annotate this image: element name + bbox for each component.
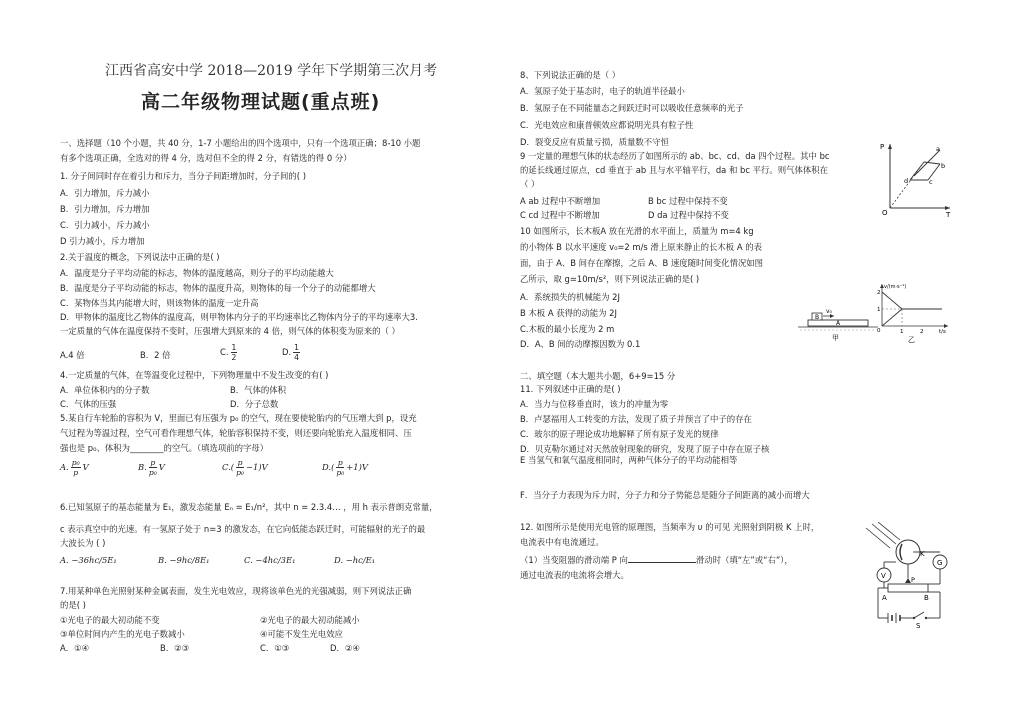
q10-origin: 0 xyxy=(877,328,881,334)
q3-option-b: B．2 倍 xyxy=(140,350,171,360)
q7-statement-2: ②光电子的最大初动能减小 xyxy=(260,615,360,625)
q10-option-c: C.木板的最小长度为 2 m xyxy=(520,324,615,334)
q12-galvanometer-g: G xyxy=(937,559,943,567)
q9-option-a: A ab 过程中不断增加 xyxy=(520,196,601,206)
q10-t-tick-2: 2 xyxy=(920,329,924,335)
q7-statement-4: ④可能不发生光电效应 xyxy=(260,629,343,639)
q12-stem: 12. 如图所示是使用光电管的原理图，当频率为 υ 的可见 光照射到阴极 K 上时， xyxy=(520,522,820,532)
q7-stem-cont: 的是( ) xyxy=(60,600,86,610)
q1-option-d: D 引力减小，斥力增加 xyxy=(60,236,145,246)
q2-option-b: B．温度是分子平均动能的标志，物体的温度升高，则物体的每一个分子的动能都增大 xyxy=(60,283,376,293)
q2-option-c: C．某物体当其内能增大时，则该物体的温度一定升高 xyxy=(60,298,259,308)
q6-option-a: A. −36hc/5E₁ xyxy=(60,555,117,565)
q10-stem: 10 如图所示，长木板A 放在光滑的水平面上，质量为 m=4 kg xyxy=(520,226,754,236)
q11-option-a: A．当力与位移垂直时，该力的冲量为零 xyxy=(520,399,669,409)
q10-block-b: B xyxy=(815,314,820,321)
q9-option-d: D da 过程中保持不变 xyxy=(648,210,729,220)
q10-caption-jia: 甲 xyxy=(832,334,839,342)
q9-point-a: a xyxy=(936,145,940,153)
q10-stem-cont3: 乙所示，取 g=10m/s²，则下列说法正确的是( ) xyxy=(520,274,700,284)
section2-heading: 二、填空题（本大题共小题，6+9=15 分 xyxy=(520,371,676,381)
q3-option-c: C. $\frac{1}{2}$ xyxy=(220,343,237,362)
q12-switch-s: S xyxy=(916,622,921,630)
q10-option-d: D．A、B 间的动摩擦因数为 0.1 xyxy=(520,339,641,349)
q9-option-b: B bc 过程中保持不变 xyxy=(648,196,728,206)
q11-option-c: C．玻尔的原子理论成功地解释了所有原子发光的规律 xyxy=(520,429,719,439)
q7-option-a: A．①④ xyxy=(60,643,90,653)
q9-axis-t: T xyxy=(946,211,951,219)
q9-point-c: c xyxy=(929,178,933,186)
q6-stem-cont2: 大波长为 ( ) xyxy=(60,538,106,548)
q4-option-a: A．单位体积内的分子数 xyxy=(60,385,150,395)
q1-option-a: A．引力增加，斥力减小 xyxy=(60,188,150,198)
q6-stem: 6.已知氢原子的基态能量为 E₁，激发态能量 Eₙ = E₁/n²，其中 n = 2.3.4… ，用 h 表示普朗克常量， xyxy=(60,502,438,512)
q10-stem-cont: 的小物体 B 以水平速度 v₀=2 m/s 滑上原来静止的长木板 A 的表 xyxy=(520,242,762,252)
q5-option-d: D.( $\frac{p}{\text{p₀}}$ +1)V xyxy=(322,458,368,477)
q4-option-c: C．气体的压强 xyxy=(60,399,117,409)
q7-stem: 7.用某种单色光照射某种金属表面，发生光电效应，现将该单色光的光强减弱，则下列说法正确 xyxy=(60,586,412,596)
q2-option-a: A．温度是分子平均动能的标志，物体的温度越高，则分子的平均动能越大 xyxy=(60,268,334,278)
q3-option-a: A.4 倍 xyxy=(60,350,85,360)
q2-option-d: D．甲物体的温度比乙物体的温度高，则甲物体内分子的平均速率比乙物体内分子的平均速率大3. xyxy=(60,312,418,322)
q5-stem-cont: 气过程为等温过程，空气可看作理想气体，轮胎容积保持不变，则还要向轮胎充入温度相同、压 xyxy=(60,428,412,438)
q1-option-c: C．引力减小，斥力减小 xyxy=(60,220,150,230)
q8-option-c: C．光电效应和康普顿效应都说明光具有粒子性 xyxy=(520,120,694,130)
q4-option-d: D．分子总数 xyxy=(230,399,279,409)
q10-option-a: A．系统损失的机械能为 2J xyxy=(520,292,620,302)
q11-option-e: E 当氢气和氧气温度相同时，两种气体分子的平均动能相等 xyxy=(520,455,738,465)
q10-t-tick-1: 1 xyxy=(900,329,904,335)
q5-option-b: B. $\frac{p}{\text{p₀}}$ V xyxy=(138,458,165,477)
q10-t-axis-label: t/s xyxy=(939,329,946,335)
q2-stem: 2.关于温度的概念，下列说法中正确的是( ) xyxy=(60,252,220,262)
q9-point-d: d xyxy=(904,177,909,185)
q7-option-b: B．②③ xyxy=(160,643,190,653)
q11-option-d: D．贝克勒尔通过对天然放射现象的研究，发现了原子中存在原子核 xyxy=(520,444,770,454)
page-title: 高二年级物理试题(重点班) xyxy=(141,91,381,113)
q11-option-b: B．卢瑟福用人工转变的方法，发现了质子并预言了中子的存在 xyxy=(520,414,752,424)
q3-option-d: D. $\frac{1}{4}$ xyxy=(282,343,299,362)
q10-figure xyxy=(796,280,956,344)
q12-voltmeter-v: V xyxy=(881,572,886,580)
q12-answer-blank[interactable] xyxy=(628,554,696,563)
q10-v-tick-1: 1 xyxy=(877,307,881,313)
q5-stem-cont2: 强也是 p₀、体积为________的空气。（填选项前的字母） xyxy=(60,443,269,453)
q8-option-d: D．裂变反应有质量亏损，质量数不守恒 xyxy=(520,137,669,147)
q8-stem: 8、下列说法正确的是（ ） xyxy=(520,70,621,80)
q6-option-d: D. −hc/E₁ xyxy=(334,555,376,565)
q9-option-c: C cd 过程中不断增加 xyxy=(520,210,600,220)
q7-option-d: D．②④ xyxy=(330,643,360,653)
q11-stem: 11. 下列叙述中正确的是( ) xyxy=(520,384,621,394)
q6-option-b: B. −9hc/8E₁ xyxy=(158,555,210,565)
q5-stem: 5.某自行车轮胎的容积为 V，里面已有压强为 p₀ 的空气，现在要使轮胎内的气压增大到 p，设充 xyxy=(60,413,417,423)
q12-label-a: A xyxy=(882,594,887,602)
q10-board-a: A xyxy=(836,320,841,327)
q7-statement-3: ③单位时间内产生的光电子数减小 xyxy=(60,629,185,639)
q5-option-c: C.( $\frac{p}{\text{p₀}}$ −1)V xyxy=(222,458,268,477)
section1-heading: 一、选择题（10 个小题，共 40 分，1-7 小题给出的四个选项中，只有一个选项正确；8-10 小题 xyxy=(60,138,421,148)
q1-stem: 1. 分子间同时存在着引力和斥力，当分子间距增加时，分子间的( ) xyxy=(60,171,306,181)
q9-point-b: b xyxy=(941,162,946,170)
q7-statement-1: ①光电子的最大初动能不变 xyxy=(60,615,160,625)
q7-option-c: C．①③ xyxy=(260,643,290,653)
q12-stem-cont: 电流表中有电流通过。 xyxy=(520,537,604,547)
q10-v-axis-label: v/(m·s⁻¹) xyxy=(884,284,907,290)
q9-stem-cont2: （ ） xyxy=(520,179,540,189)
q8-option-a: A．氢原子处于基态时，电子的轨道半径最小 xyxy=(520,86,685,96)
q12-part1: （1）当变阻器的滑动端 P 向 滑动时（填“左”或“右”）， xyxy=(520,555,793,565)
q12-label-b: B xyxy=(924,594,929,602)
q6-stem-cont: c 表示真空中的光速。有一氢原子处于 n=3 的激发态，在它向低能态跃迁时，可能辐射的光子的最 xyxy=(60,524,426,534)
q12-label-k: K xyxy=(920,550,925,558)
q1-option-b: B．引力增加，斥力增加 xyxy=(60,204,150,214)
q9-pt-diagram xyxy=(880,140,955,220)
q12-part1-cont: 通过电流表的电流将会增大。 xyxy=(520,570,629,580)
q9-stem: 9 一定量的理想气体的状态经历了如图所示的 ab、bc、cd、da 四个过程。其中 bc xyxy=(520,151,830,161)
school-line: 江西省高安中学 2018—2019 学年下学期第三次月考 xyxy=(105,63,438,79)
q12-label-p: P xyxy=(911,576,915,584)
q10-stem-cont2: 面，由于 A、B 间存在摩擦，之后 A、B 速度随时间变化情况如图 xyxy=(520,258,763,268)
q10-caption-yi: 乙 xyxy=(908,336,915,344)
q3-stem: 一定质量的气体在温度保持不变时，压强增大到原来的 4 倍，则气体的体积变为原来的（ ） xyxy=(60,326,400,336)
q10-v0: v₀ xyxy=(826,308,832,315)
q10-option-b: B 木板 A 获得的动能为 2J xyxy=(520,308,617,318)
q8-option-b: B．氢原子在不同能量态之间跃迁时可以吸收任意频率的光子 xyxy=(520,103,744,113)
q12-circuit-diagram xyxy=(858,522,958,630)
q4-stem: 4.一定质量的气体，在等温变化过程中，下列物理量中不发生改变的有( ) xyxy=(60,370,329,380)
q4-option-b: B．气体的体积 xyxy=(230,385,286,395)
q10-v-tick-2: 2 xyxy=(877,290,881,296)
q9-axis-p: P xyxy=(880,143,885,151)
q6-option-c: C. −4hc/3E₁ xyxy=(244,555,296,565)
section1-heading-cont: 有多个选项正确，全选对的得 4 分，选对但不全的得 2 分，有错选的得 0 分） xyxy=(60,153,352,163)
q9-stem-cont: 的延长线通过原点，cd 垂直于 ab 且与水平轴平行，da 和 bc 平行。则气体体积在 xyxy=(520,165,828,175)
q11-option-f: F．当分子力表现为斥力时，分子力和分子势能总是随分子间距离的减小而增大 xyxy=(520,490,810,500)
q5-option-a: A. $\frac{\text{p₀}}{p}$ V xyxy=(60,458,89,477)
q9-origin: O xyxy=(882,209,888,217)
